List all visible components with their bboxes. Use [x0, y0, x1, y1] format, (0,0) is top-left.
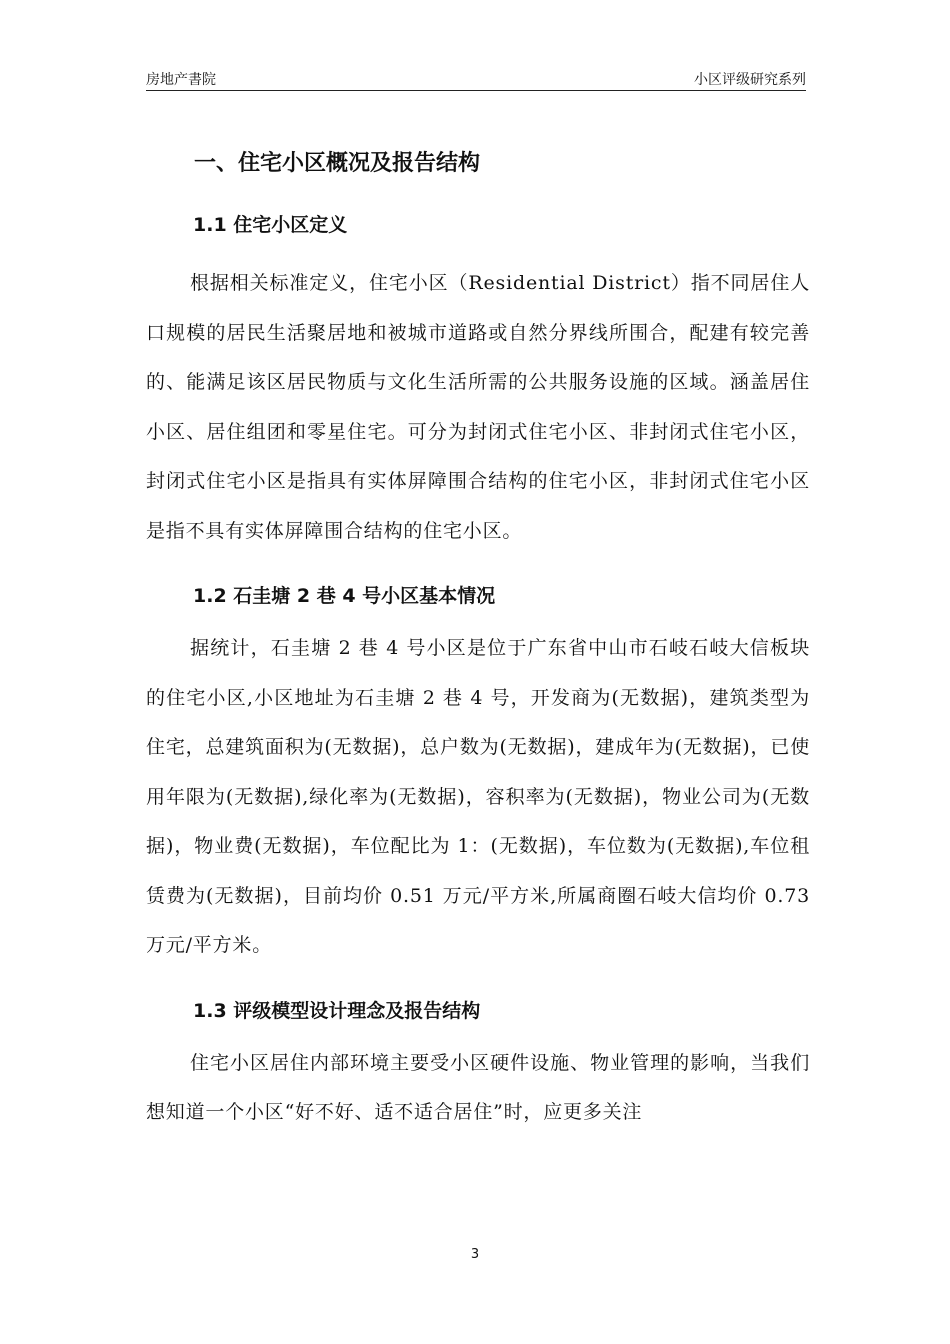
section-title: 一、住宅小区概况及报告结构	[194, 151, 481, 176]
header-series-title: 小区评级研究系列	[694, 72, 806, 88]
subsection-heading-1-3: 1.3 评级模型设计理念及报告结构	[193, 999, 481, 1022]
paragraph-definition: 根据相关标准定义，住宅小区（Residential District）指不同居住人口规模的居民生活聚居地和被城市道路或自然分界线所围合，配建有较完善的、能满足该区居民物质与文化生活所需的公共服务设施的区域。涵盖居住小区、居住组团和零星住宅。可分为封闭式住宅小区、非封闭式住宅小区，封闭式住宅小区是指具有实体屏障围合结构的住宅小区，非封闭式住宅小区是指不具有实体屏障围合结构的住宅小区。	[146, 272, 810, 542]
paragraph-model-design: 住宅小区居住内部环境主要受小区硬件设施、物业管理的影响，当我们想知道一个小区“好不好、适不适合居住”时，应更多关注	[146, 1051, 810, 1123]
subsection-heading-1-2: 1.2 石圭塘 2 巷 4 号小区基本情况	[193, 585, 496, 607]
document-body	[146, 140, 810, 1138]
header-publisher: 房地产書院	[146, 72, 216, 88]
page-number: 3	[470, 1247, 480, 1262]
subsection-heading-1-1: 1.1 住宅小区定义	[193, 214, 348, 236]
page-header	[146, 66, 806, 91]
paragraph-basic-info: 据统计，石圭塘 2 巷 4 号小区是位于广东省中山市石岐石岐大信板块的住宅小区,小区地址为石圭塘 2 巷 4 号，开发商为(无数据)，建筑类型为住宅，总建筑面积为(无数据)，总户数为(无数据)，建成年为(无数据)，已使用年限为(无数据),绿化率为(无数据)，容积率为(无数据)，物业公司为(无数据)，物业费(无数据)，车位配比为 1：(无数据)，车位数为(无数据),车位租赁费为(无数据)，目前均价 0.51 万元/平方米,所属商圈石岐大信均价 0.73 万元/平方米。	[146, 637, 810, 956]
